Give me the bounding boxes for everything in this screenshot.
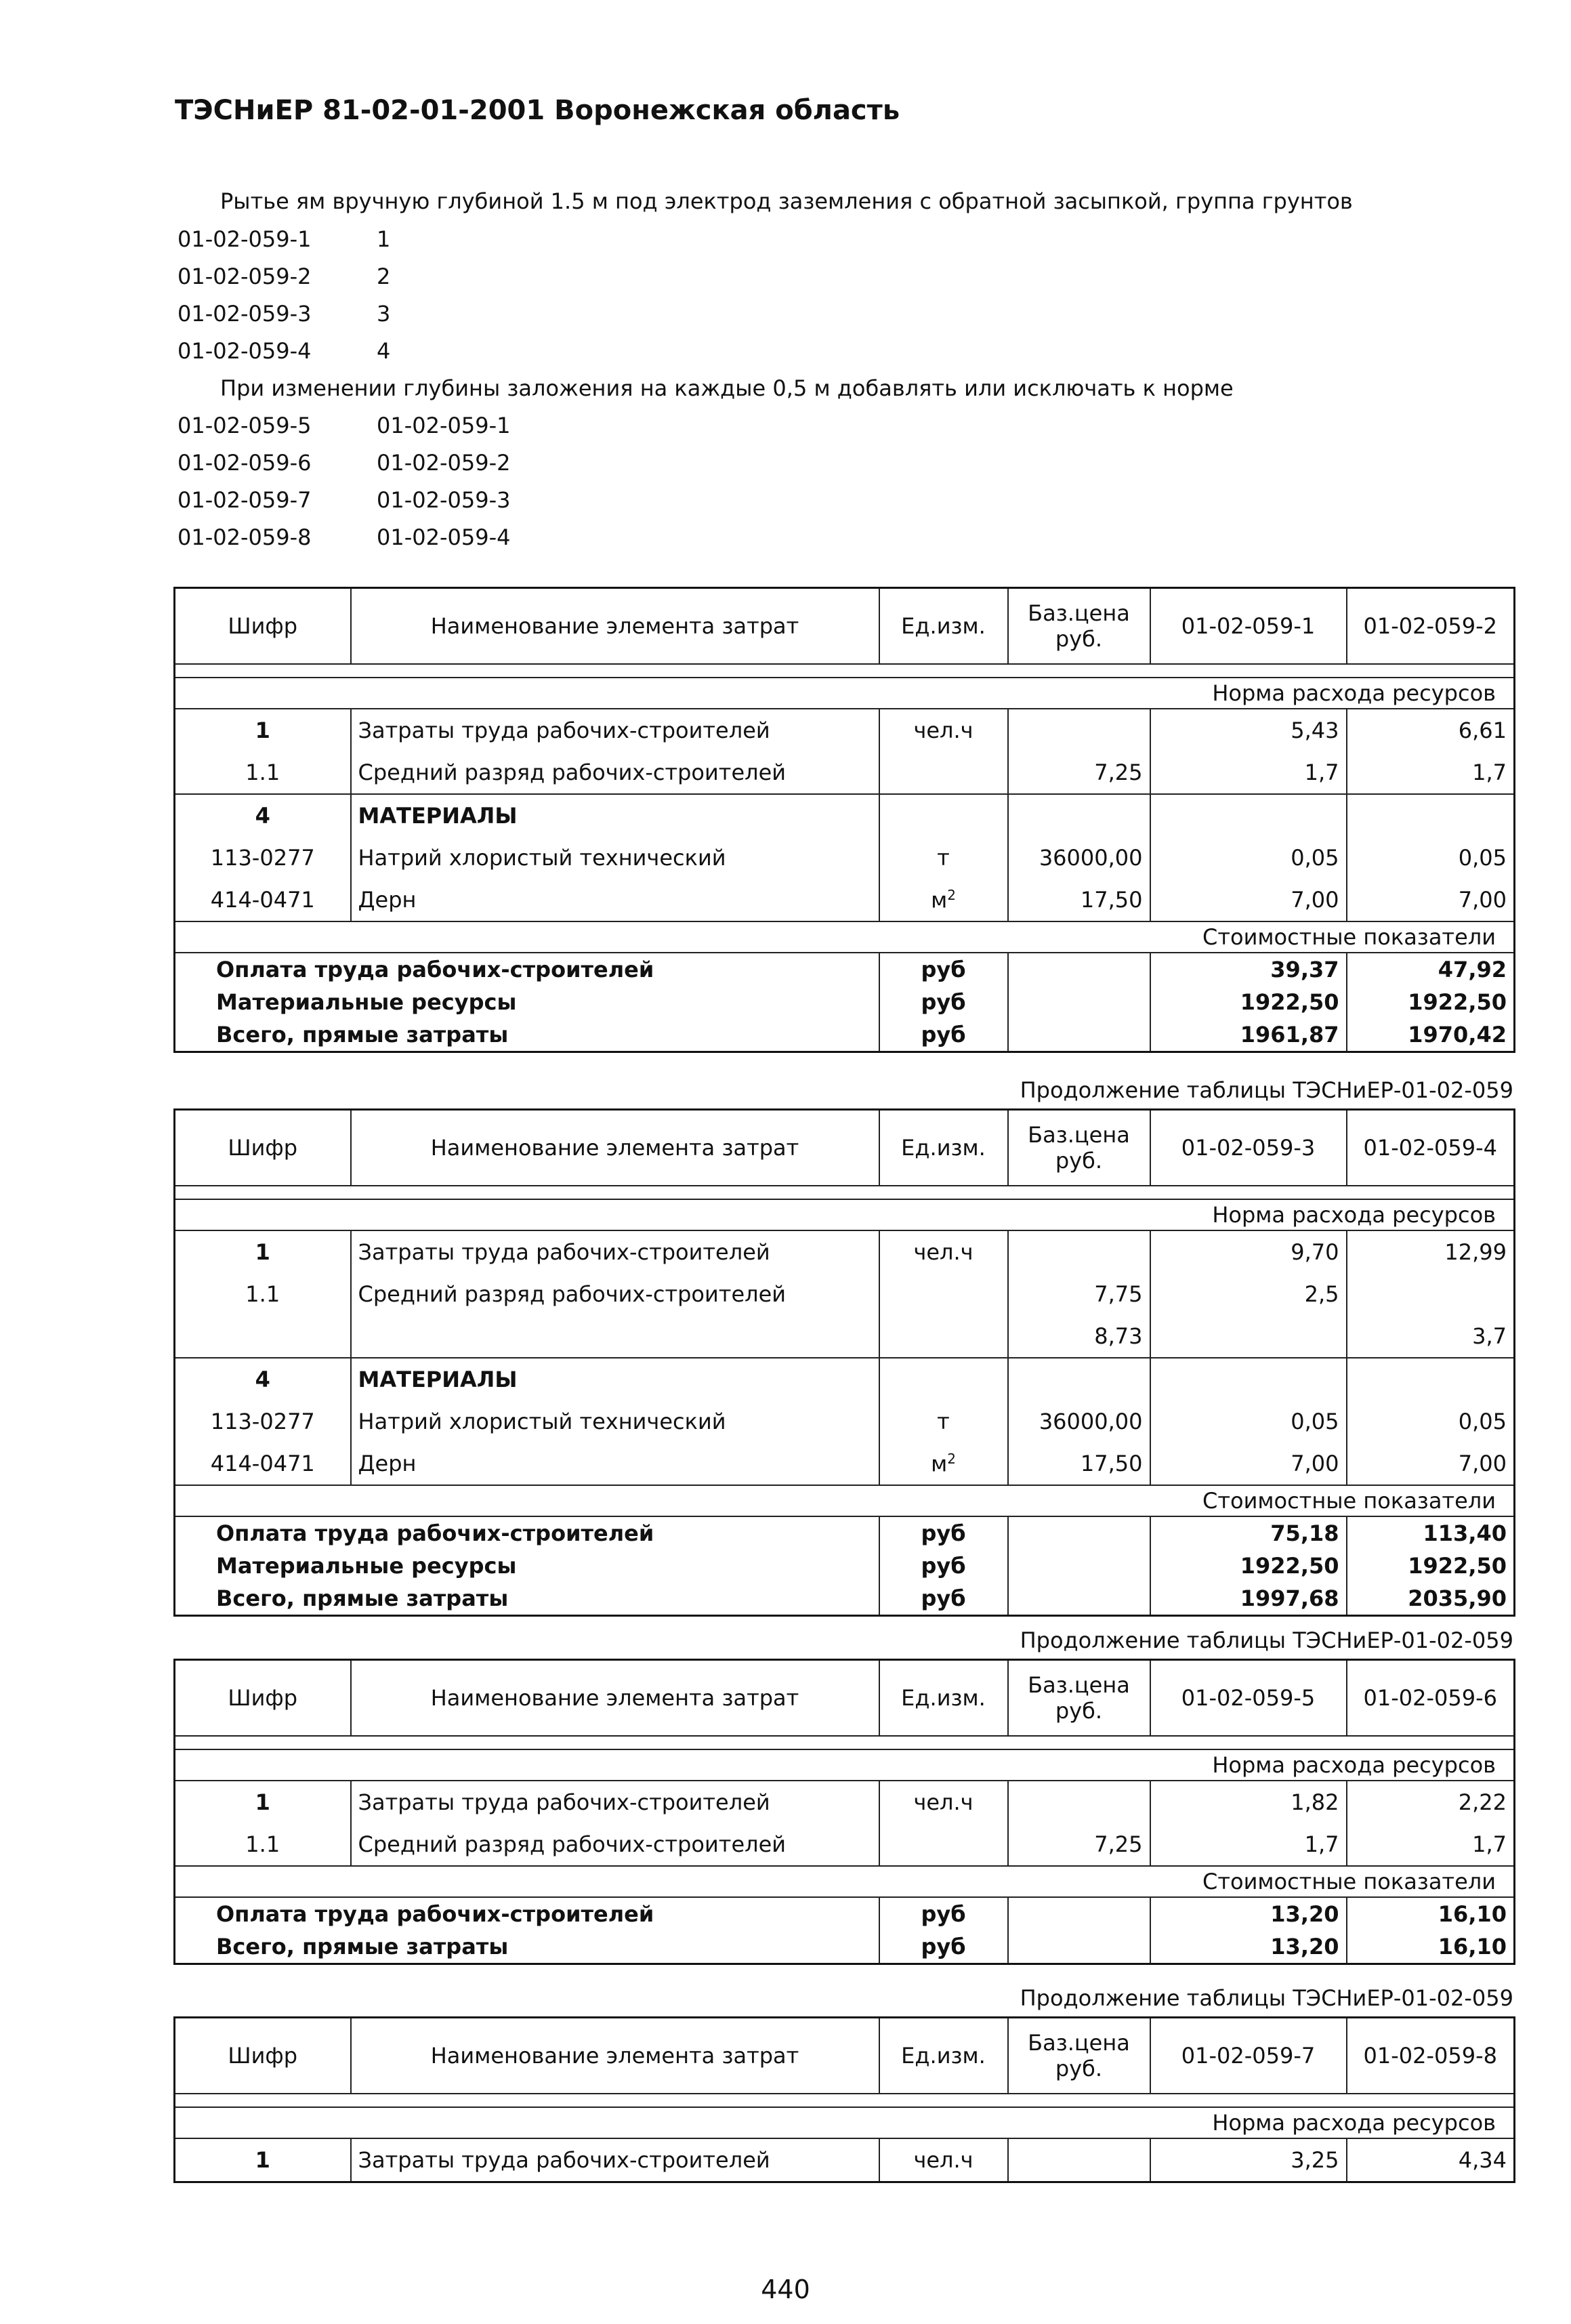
cost-label: Стоимостные показатели <box>175 1485 1515 1516</box>
cell-a: 5,43 <box>1150 709 1347 751</box>
cell-b: 0,05 <box>1347 837 1515 879</box>
table-row <box>175 1823 1515 1866</box>
cell-code: 4 <box>175 794 351 837</box>
code: 01-02-059-1 <box>177 226 312 252</box>
total-b: 16,10 <box>1347 1930 1515 1964</box>
gap <box>175 2094 1515 2107</box>
total-unit: руб <box>879 1582 1008 1616</box>
col-price <box>1008 2018 1150 2094</box>
cell-price <box>1008 2138 1150 2182</box>
total-unit: руб <box>879 986 1008 1018</box>
col-price-line1: Баз.цена <box>1028 600 1130 626</box>
cell-price <box>1008 1781 1150 1823</box>
total-name: Всего, прямые затраты <box>175 1930 879 1964</box>
code-value: 2 <box>377 264 391 289</box>
cell-name: Средний разряд рабочих-строителей <box>351 1823 879 1866</box>
table-row <box>175 1443 1515 1485</box>
table-row <box>175 1400 1515 1443</box>
col-price <box>1008 588 1150 665</box>
cell-name: Натрий хлористый технический <box>351 837 879 879</box>
total-a: 75,18 <box>1150 1516 1347 1550</box>
total-price <box>1008 1897 1150 1930</box>
table-header-row <box>175 2018 1515 2094</box>
code: 01-02-059-5 <box>177 413 312 438</box>
norma-label: Норма расхода ресурсов <box>175 678 1515 709</box>
total-price <box>1008 986 1150 1018</box>
table-header-row <box>175 1110 1515 1186</box>
cell-code <box>175 1315 351 1358</box>
cell-price: 7,75 <box>1008 1273 1150 1315</box>
cell-a: 9,70 <box>1150 1230 1347 1273</box>
col-unit: Ед.изм. <box>879 1110 1008 1186</box>
col-shifr: Шифр <box>175 2018 351 2094</box>
cell-price: 36000,00 <box>1008 1400 1150 1443</box>
total-b: 1922,50 <box>1347 986 1515 1018</box>
cell-b: 3,7 <box>1347 1315 1515 1358</box>
cell-unit: чел.ч <box>879 1230 1008 1273</box>
norm-table-1 <box>173 587 1515 1053</box>
cell-a: 7,00 <box>1150 1443 1347 1485</box>
col-name: Наименование элемента затрат <box>351 1660 879 1737</box>
unit-sup: 2 <box>947 886 956 903</box>
cell-b: 7,00 <box>1347 879 1515 921</box>
table-row <box>175 751 1515 794</box>
cell-name: Средний разряд рабочих-строителей <box>351 1273 879 1315</box>
cell-code: 1.1 <box>175 751 351 794</box>
cell-unit: чел.ч <box>879 709 1008 751</box>
code-value: 01-02-059-1 <box>377 413 511 438</box>
cell-a: 2,5 <box>1150 1273 1347 1315</box>
col-unit: Ед.изм. <box>879 1660 1008 1737</box>
total-name: Материальные ресурсы <box>175 1550 879 1582</box>
cell-unit: т <box>879 1400 1008 1443</box>
code-value: 01-02-059-2 <box>377 450 511 476</box>
cell-price <box>1008 1230 1150 1273</box>
code: 01-02-059-3 <box>177 301 312 327</box>
cell-name: Натрий хлористый технический <box>351 1400 879 1443</box>
total-a: 1997,68 <box>1150 1582 1347 1616</box>
cell-price: 17,50 <box>1008 1443 1150 1485</box>
total-row <box>175 1897 1515 1930</box>
cell-unit <box>879 879 1008 921</box>
total-a: 13,20 <box>1150 1930 1347 1964</box>
cell-name: Дерн <box>351 1443 879 1485</box>
cell-unit <box>879 794 1008 837</box>
total-row <box>175 1582 1515 1616</box>
total-row <box>175 953 1515 986</box>
total-a: 13,20 <box>1150 1897 1347 1930</box>
norm-table-3 <box>173 1659 1515 1965</box>
cell-unit: т <box>879 837 1008 879</box>
total-unit: руб <box>879 1018 1008 1052</box>
table-row <box>175 1358 1515 1400</box>
cell-code: 1 <box>175 1230 351 1273</box>
total-unit: руб <box>879 1930 1008 1964</box>
cell-a <box>1150 1315 1347 1358</box>
col-price-line1: Баз.цена <box>1028 2030 1130 2056</box>
table-row <box>175 1230 1515 1273</box>
table-header-row <box>175 588 1515 665</box>
total-name: Всего, прямые затраты <box>175 1018 879 1052</box>
total-b: 16,10 <box>1347 1897 1515 1930</box>
total-name: Всего, прямые затраты <box>175 1582 879 1616</box>
cell-a: 0,05 <box>1150 837 1347 879</box>
table-row <box>175 709 1515 751</box>
cell-a: 3,25 <box>1150 2138 1347 2182</box>
cell-b: 4,34 <box>1347 2138 1515 2182</box>
table-row <box>175 2138 1515 2182</box>
total-price <box>1008 1018 1150 1052</box>
cell-b <box>1347 794 1515 837</box>
col-a: 01-02-059-1 <box>1150 588 1347 665</box>
cell-price <box>1008 794 1150 837</box>
code-value: 01-02-059-4 <box>377 524 511 550</box>
table-row <box>175 1273 1515 1315</box>
cell-name: Затраты труда рабочих-строителей <box>351 1230 879 1273</box>
col-a: 01-02-059-3 <box>1150 1110 1347 1186</box>
cell-code: 4 <box>175 1358 351 1400</box>
cell-b: 7,00 <box>1347 1443 1515 1485</box>
code: 01-02-059-7 <box>177 487 312 513</box>
col-a: 01-02-059-5 <box>1150 1660 1347 1737</box>
cell-code: 1 <box>175 2138 351 2182</box>
cost-label: Стоимостные показатели <box>175 921 1515 953</box>
cell-name: Затраты труда рабочих-строителей <box>351 709 879 751</box>
cell-code: 414-0471 <box>175 879 351 921</box>
cell-code: 1 <box>175 709 351 751</box>
intro-line-1: Рытье ям вручную глубиной 1.5 м под электрод заземления с обратной засыпкой, группа грунтов <box>220 188 1353 214</box>
unit-sup: 2 <box>947 1450 956 1467</box>
col-price <box>1008 1110 1150 1186</box>
total-unit: руб <box>879 953 1008 986</box>
cell-name: Затраты труда рабочих-строителей <box>351 2138 879 2182</box>
col-price-line2: руб. <box>1055 626 1103 652</box>
cell-a: 1,7 <box>1150 751 1347 794</box>
total-b: 47,92 <box>1347 953 1515 986</box>
col-name: Наименование элемента затрат <box>351 1110 879 1186</box>
cell-price: 36000,00 <box>1008 837 1150 879</box>
cell-unit <box>879 751 1008 794</box>
cost-label: Стоимостные показатели <box>175 1866 1515 1897</box>
norma-label: Норма расхода ресурсов <box>175 1749 1515 1781</box>
cell-code: 1.1 <box>175 1823 351 1866</box>
cell-b: 12,99 <box>1347 1230 1515 1273</box>
cell-b: 1,7 <box>1347 751 1515 794</box>
cell-price: 17,50 <box>1008 879 1150 921</box>
table-row <box>175 837 1515 879</box>
col-price <box>1008 1660 1150 1737</box>
col-shifr: Шифр <box>175 1660 351 1737</box>
total-unit: руб <box>879 1897 1008 1930</box>
cell-a: 0,05 <box>1150 1400 1347 1443</box>
continuation-label: Продолжение таблицы ТЭСНиЕР-01-02-059 <box>1020 1627 1513 1653</box>
col-b: 01-02-059-2 <box>1347 588 1515 665</box>
col-price-line2: руб. <box>1055 2056 1103 2081</box>
norma-label: Норма расхода ресурсов <box>175 2107 1515 2138</box>
page-number: 440 <box>761 2275 810 2304</box>
unit-text: м <box>931 887 948 913</box>
cell-code: 113-0277 <box>175 837 351 879</box>
total-a: 1922,50 <box>1150 1550 1347 1582</box>
total-b: 1970,42 <box>1347 1018 1515 1052</box>
page-title: ТЭСНиЕР 81-02-01-2001 Воронежская область <box>175 95 900 126</box>
cell-a <box>1150 794 1347 837</box>
col-shifr: Шифр <box>175 588 351 665</box>
cell-b: 6,61 <box>1347 709 1515 751</box>
cell-name: Средний разряд рабочих-строителей <box>351 751 879 794</box>
cell-code: 113-0277 <box>175 1400 351 1443</box>
cell-price: 7,25 <box>1008 1823 1150 1866</box>
code-value: 01-02-059-3 <box>377 487 511 513</box>
cell-name <box>351 1315 879 1358</box>
total-unit: руб <box>879 1516 1008 1550</box>
norm-table-4 <box>173 2016 1515 2183</box>
total-unit: руб <box>879 1550 1008 1582</box>
cell-name: МАТЕРИАЛЫ <box>351 794 879 837</box>
col-b: 01-02-059-4 <box>1347 1110 1515 1186</box>
cell-price <box>1008 709 1150 751</box>
table-row <box>175 879 1515 921</box>
code-value: 3 <box>377 301 391 327</box>
cell-b: 1,7 <box>1347 1823 1515 1866</box>
cell-a <box>1150 1358 1347 1400</box>
total-price <box>1008 1516 1150 1550</box>
code: 01-02-059-2 <box>177 264 312 289</box>
cell-code: 1 <box>175 1781 351 1823</box>
col-unit: Ед.изм. <box>879 588 1008 665</box>
col-a: 01-02-059-7 <box>1150 2018 1347 2094</box>
total-b: 1922,50 <box>1347 1550 1515 1582</box>
cell-code: 1.1 <box>175 1273 351 1315</box>
cell-unit <box>879 1358 1008 1400</box>
cell-price: 8,73 <box>1008 1315 1150 1358</box>
total-name: Оплата труда рабочих-строителей <box>175 953 879 986</box>
cell-unit <box>879 1273 1008 1315</box>
norm-table-2 <box>173 1108 1515 1617</box>
cell-unit: чел.ч <box>879 1781 1008 1823</box>
cell-unit: чел.ч <box>879 2138 1008 2182</box>
unit-text: м <box>931 1451 948 1477</box>
gap <box>175 664 1515 678</box>
col-price-line1: Баз.цена <box>1028 1122 1130 1148</box>
col-b: 01-02-059-6 <box>1347 1660 1515 1737</box>
intro-line-2: При изменении глубины заложения на каждые 0,5 м добавлять или исключать к норме <box>220 375 1234 401</box>
total-a: 1961,87 <box>1150 1018 1347 1052</box>
total-price <box>1008 1582 1150 1616</box>
cell-unit <box>879 1315 1008 1358</box>
col-unit: Ед.изм. <box>879 2018 1008 2094</box>
code-value: 1 <box>377 226 391 252</box>
table-row <box>175 1781 1515 1823</box>
total-price <box>1008 1930 1150 1964</box>
col-name: Наименование элемента затрат <box>351 2018 879 2094</box>
total-name: Материальные ресурсы <box>175 986 879 1018</box>
cell-name: Затраты труда рабочих-строителей <box>351 1781 879 1823</box>
cell-b <box>1347 1273 1515 1315</box>
code: 01-02-059-6 <box>177 450 312 476</box>
total-name: Оплата труда рабочих-строителей <box>175 1516 879 1550</box>
total-row <box>175 1018 1515 1052</box>
table-row <box>175 794 1515 837</box>
total-b: 113,40 <box>1347 1516 1515 1550</box>
cell-a: 1,82 <box>1150 1781 1347 1823</box>
total-price <box>1008 953 1150 986</box>
gap <box>175 1186 1515 1199</box>
cell-name: МАТЕРИАЛЫ <box>351 1358 879 1400</box>
continuation-label: Продолжение таблицы ТЭСНиЕР-01-02-059 <box>1020 1077 1513 1103</box>
total-a: 39,37 <box>1150 953 1347 986</box>
code-value: 4 <box>377 338 391 364</box>
cell-b <box>1347 1358 1515 1400</box>
gap <box>175 1736 1515 1749</box>
total-a: 1922,50 <box>1150 986 1347 1018</box>
total-price <box>1008 1550 1150 1582</box>
total-row <box>175 1516 1515 1550</box>
col-price-line1: Баз.цена <box>1028 1672 1130 1698</box>
code: 01-02-059-4 <box>177 338 312 364</box>
table-row <box>175 1315 1515 1358</box>
total-row <box>175 1930 1515 1964</box>
code: 01-02-059-8 <box>177 524 312 550</box>
cell-price: 7,25 <box>1008 751 1150 794</box>
col-b: 01-02-059-8 <box>1347 2018 1515 2094</box>
total-row <box>175 1550 1515 1582</box>
col-price-line2: руб. <box>1055 1148 1103 1174</box>
cell-a: 1,7 <box>1150 1823 1347 1866</box>
cell-unit <box>879 1443 1008 1485</box>
continuation-label: Продолжение таблицы ТЭСНиЕР-01-02-059 <box>1020 1985 1513 2011</box>
cell-b: 2,22 <box>1347 1781 1515 1823</box>
cell-a: 7,00 <box>1150 879 1347 921</box>
cell-b: 0,05 <box>1347 1400 1515 1443</box>
cell-code: 414-0471 <box>175 1443 351 1485</box>
cell-unit <box>879 1823 1008 1866</box>
total-b: 2035,90 <box>1347 1582 1515 1616</box>
col-shifr: Шифр <box>175 1110 351 1186</box>
cell-name: Дерн <box>351 879 879 921</box>
table-header-row <box>175 1660 1515 1737</box>
total-row <box>175 986 1515 1018</box>
norma-label: Норма расхода ресурсов <box>175 1199 1515 1230</box>
cell-price <box>1008 1358 1150 1400</box>
col-name: Наименование элемента затрат <box>351 588 879 665</box>
total-name: Оплата труда рабочих-строителей <box>175 1897 879 1930</box>
col-price-line2: руб. <box>1055 1698 1103 1724</box>
